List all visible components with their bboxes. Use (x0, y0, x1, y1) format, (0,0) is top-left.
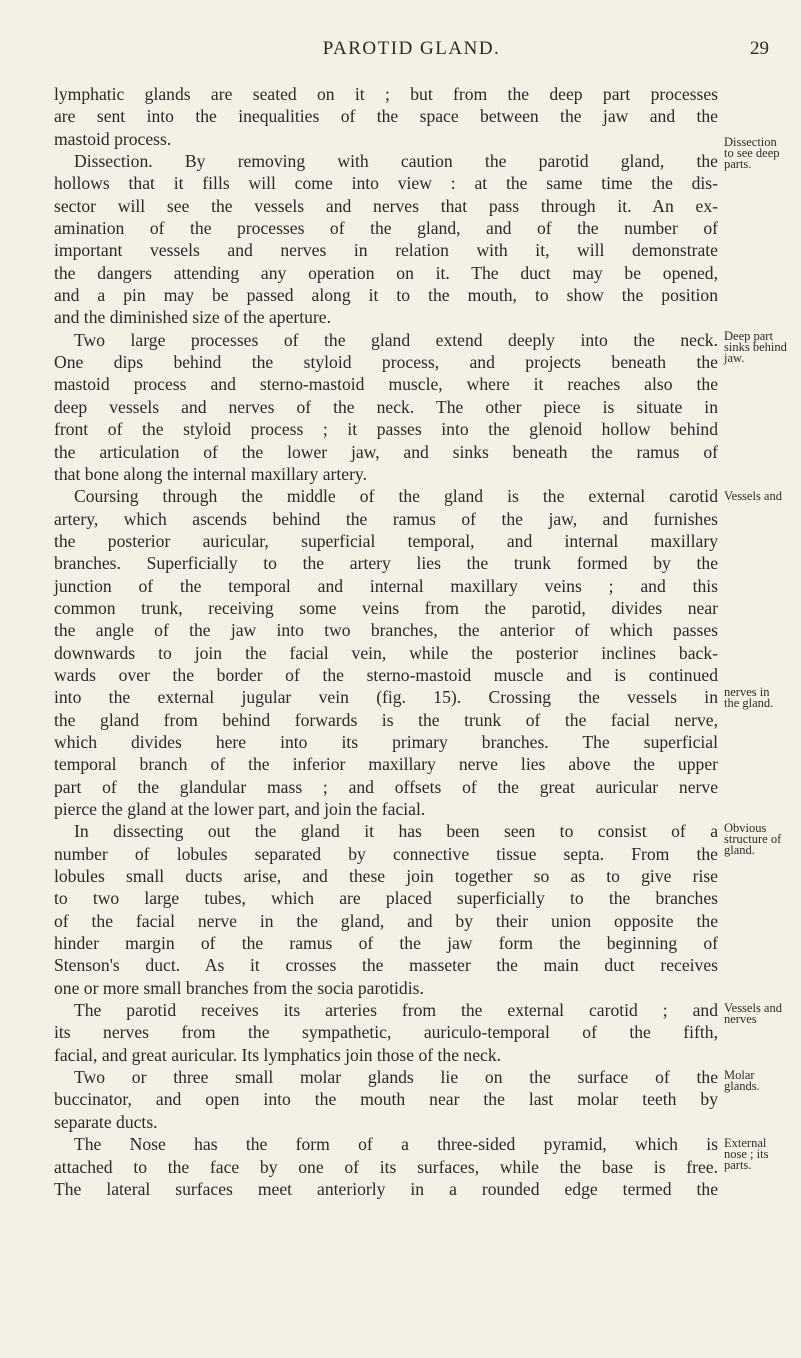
page-title: PAROTID GLAND. (322, 38, 501, 59)
margin-note-molar-glands (724, 1070, 800, 1092)
text-line: and a pin may be passed along it to the mouth, to show the position (54, 285, 718, 306)
text-line: the posterior auricular, superficial temporal, and internal maxillary (54, 530, 718, 551)
margin-note-line: Vessels and (724, 1001, 782, 1015)
margin-note-line: Dissection (724, 135, 777, 149)
text-line: downwards to join the facial vein, while the posterior inclines back- (54, 642, 718, 663)
text-line: of the facial nerve in the gland, and by their union opposite the (54, 910, 718, 931)
text-line: into the external jugular vein (fig. 15). Crossing the vessels in (54, 687, 718, 708)
text-line: Stenson's duct. As it crosses the masseter the main duct receives (54, 955, 718, 976)
text-line: Two large processes of the gland extend deeply into the neck. (74, 329, 718, 350)
body-text (54, 83, 718, 1200)
margin-note-line: structure of (724, 832, 782, 846)
margin-note-line: Deep part (724, 329, 773, 343)
margin-note-line: nose ; its (724, 1147, 769, 1161)
text-line: artery, which ascends behind the ramus of the jaw, and furnishes (54, 508, 718, 529)
text-line: lymphatic glands are seated on it ; but from the deep part processes (54, 84, 718, 104)
margin-note-vessels-and-nerves (724, 1003, 800, 1025)
text-line: number of lobules separated by connective tissue septa. From the (54, 843, 718, 864)
margin-note-deep-part (724, 331, 800, 364)
text-line: which divides here into its primary branches. The superficial (54, 731, 718, 752)
text-line: the articulation of the lower jaw, and sinks beneath the ramus of (54, 441, 718, 462)
margin-note-line: External (724, 1136, 767, 1150)
text-line: buccinator, and open into the mouth near the last molar teeth by (54, 1089, 718, 1110)
text-line: the dangers attending any operation on it. The duct may be opened, (54, 262, 718, 283)
text-line: pierce the gland at the lower part, and join the facial. (54, 799, 426, 819)
margin-note-line: parts. (724, 1158, 752, 1172)
text-line: mastoid process and sterno-mastoid muscle, where it reaches also the (54, 374, 718, 395)
text-line: amination of the processes of the gland, and of the number of (54, 218, 718, 239)
text-line: Coursing through the middle of the gland is the external carotid (74, 486, 718, 507)
margin-note-line: Vessels and (724, 489, 782, 503)
margin-note-line: to see deep (724, 146, 780, 160)
text-line: the angle of the jaw into two branches, the anterior of which passes (54, 620, 718, 641)
margin-note-line: nerves in (724, 685, 770, 699)
text-line: lobules small ducts arise, and these join together so as to give rise (54, 866, 718, 887)
text-line: attached to the face by one of its surfaces, while the base is free. (54, 1156, 718, 1177)
margin-note-line: Obvious (724, 821, 767, 835)
margin-note-line: the gland. (724, 696, 774, 710)
margin-note-line: nerves (724, 1012, 757, 1026)
text-line: to two large tubes, which are placed superficially to the branches (54, 888, 718, 909)
text-line: facial, and great auricular. Its lymphatics join those of the neck. (54, 1044, 502, 1065)
text-line: front of the styloid process ; it passes into the glenoid hollow behind (54, 419, 718, 440)
margin-note-line: sinks behind (724, 340, 787, 354)
text-line: and the diminished size of the aperture. (54, 307, 332, 328)
text-line: the gland from behind forwards is the trunk of the facial nerve, (54, 709, 718, 730)
text-line: mastoid process. (54, 128, 172, 149)
text-line: The Nose has the form of a three-sided pyramid, which is (74, 1134, 718, 1155)
margin-note-line: Molar (724, 1068, 755, 1082)
margin-note-nerves-in-gland (724, 687, 800, 709)
margin-note-line: gland. (724, 843, 755, 857)
text-line: junction of the temporal and internal maxillary veins ; and this (54, 575, 718, 596)
text-line: One dips behind the styloid process, and projects beneath the (54, 352, 718, 373)
text-line: Two or three small molar glands lie on the surface of the (74, 1067, 718, 1088)
text-line: hinder margin of the ramus of the jaw form the beginning of (54, 933, 718, 954)
margin-note-dissection (724, 137, 800, 170)
margin-note-line: glands. (724, 1079, 760, 1093)
text-line: hollows that it fills will come into view : at the same time the dis- (54, 173, 718, 194)
text-line: are sent into the inequalities of the space between the jaw and the (54, 106, 718, 127)
text-line: part of the glandular mass ; and offsets of the great auricular nerve (54, 776, 718, 797)
text-line: separate ducts. (54, 1111, 158, 1132)
margin-note-line: jaw. (724, 351, 745, 365)
text-line: Dissection. By removing with caution the parotid gland, the (74, 151, 718, 172)
text-line: one or more small branches from the socia parotidis. (54, 977, 424, 998)
running-head (54, 38, 769, 68)
text-line: sector will see the vessels and nerves that pass through it. An ex- (54, 195, 718, 216)
text-line: deep vessels and nerves of the neck. The other piece is situate in (54, 396, 718, 417)
text-line: that bone along the internal maxillary artery. (54, 463, 367, 484)
text-line: common trunk, receiving some veins from the parotid, divides near (54, 597, 718, 618)
margin-note-obvious-structure (724, 823, 800, 856)
text-line: The lateral surfaces meet anteriorly in a rounded edge termed the (54, 1178, 718, 1199)
page-number: 29 (750, 38, 769, 59)
text-line: its nerves from the sympathetic, auriculo-temporal of the fifth, (54, 1022, 718, 1043)
margin-note-line: parts. (724, 157, 752, 171)
text-line: temporal branch of the inferior maxillary nerve lies above the upper (54, 754, 718, 775)
margin-note-external-nose (724, 1138, 800, 1171)
text-line: wards over the border of the sterno-mastoid muscle and is continued (54, 664, 718, 685)
text-line: The parotid receives its arteries from the external carotid ; and (74, 1000, 718, 1021)
text-line: In dissecting out the gland it has been seen to consist of a (74, 821, 718, 842)
text-line: important vessels and nerves in relation with it, will demonstrate (54, 240, 718, 261)
margin-note-vessels-and (724, 491, 800, 502)
text-line: branches. Superficially to the artery lies the trunk formed by the (54, 553, 718, 574)
